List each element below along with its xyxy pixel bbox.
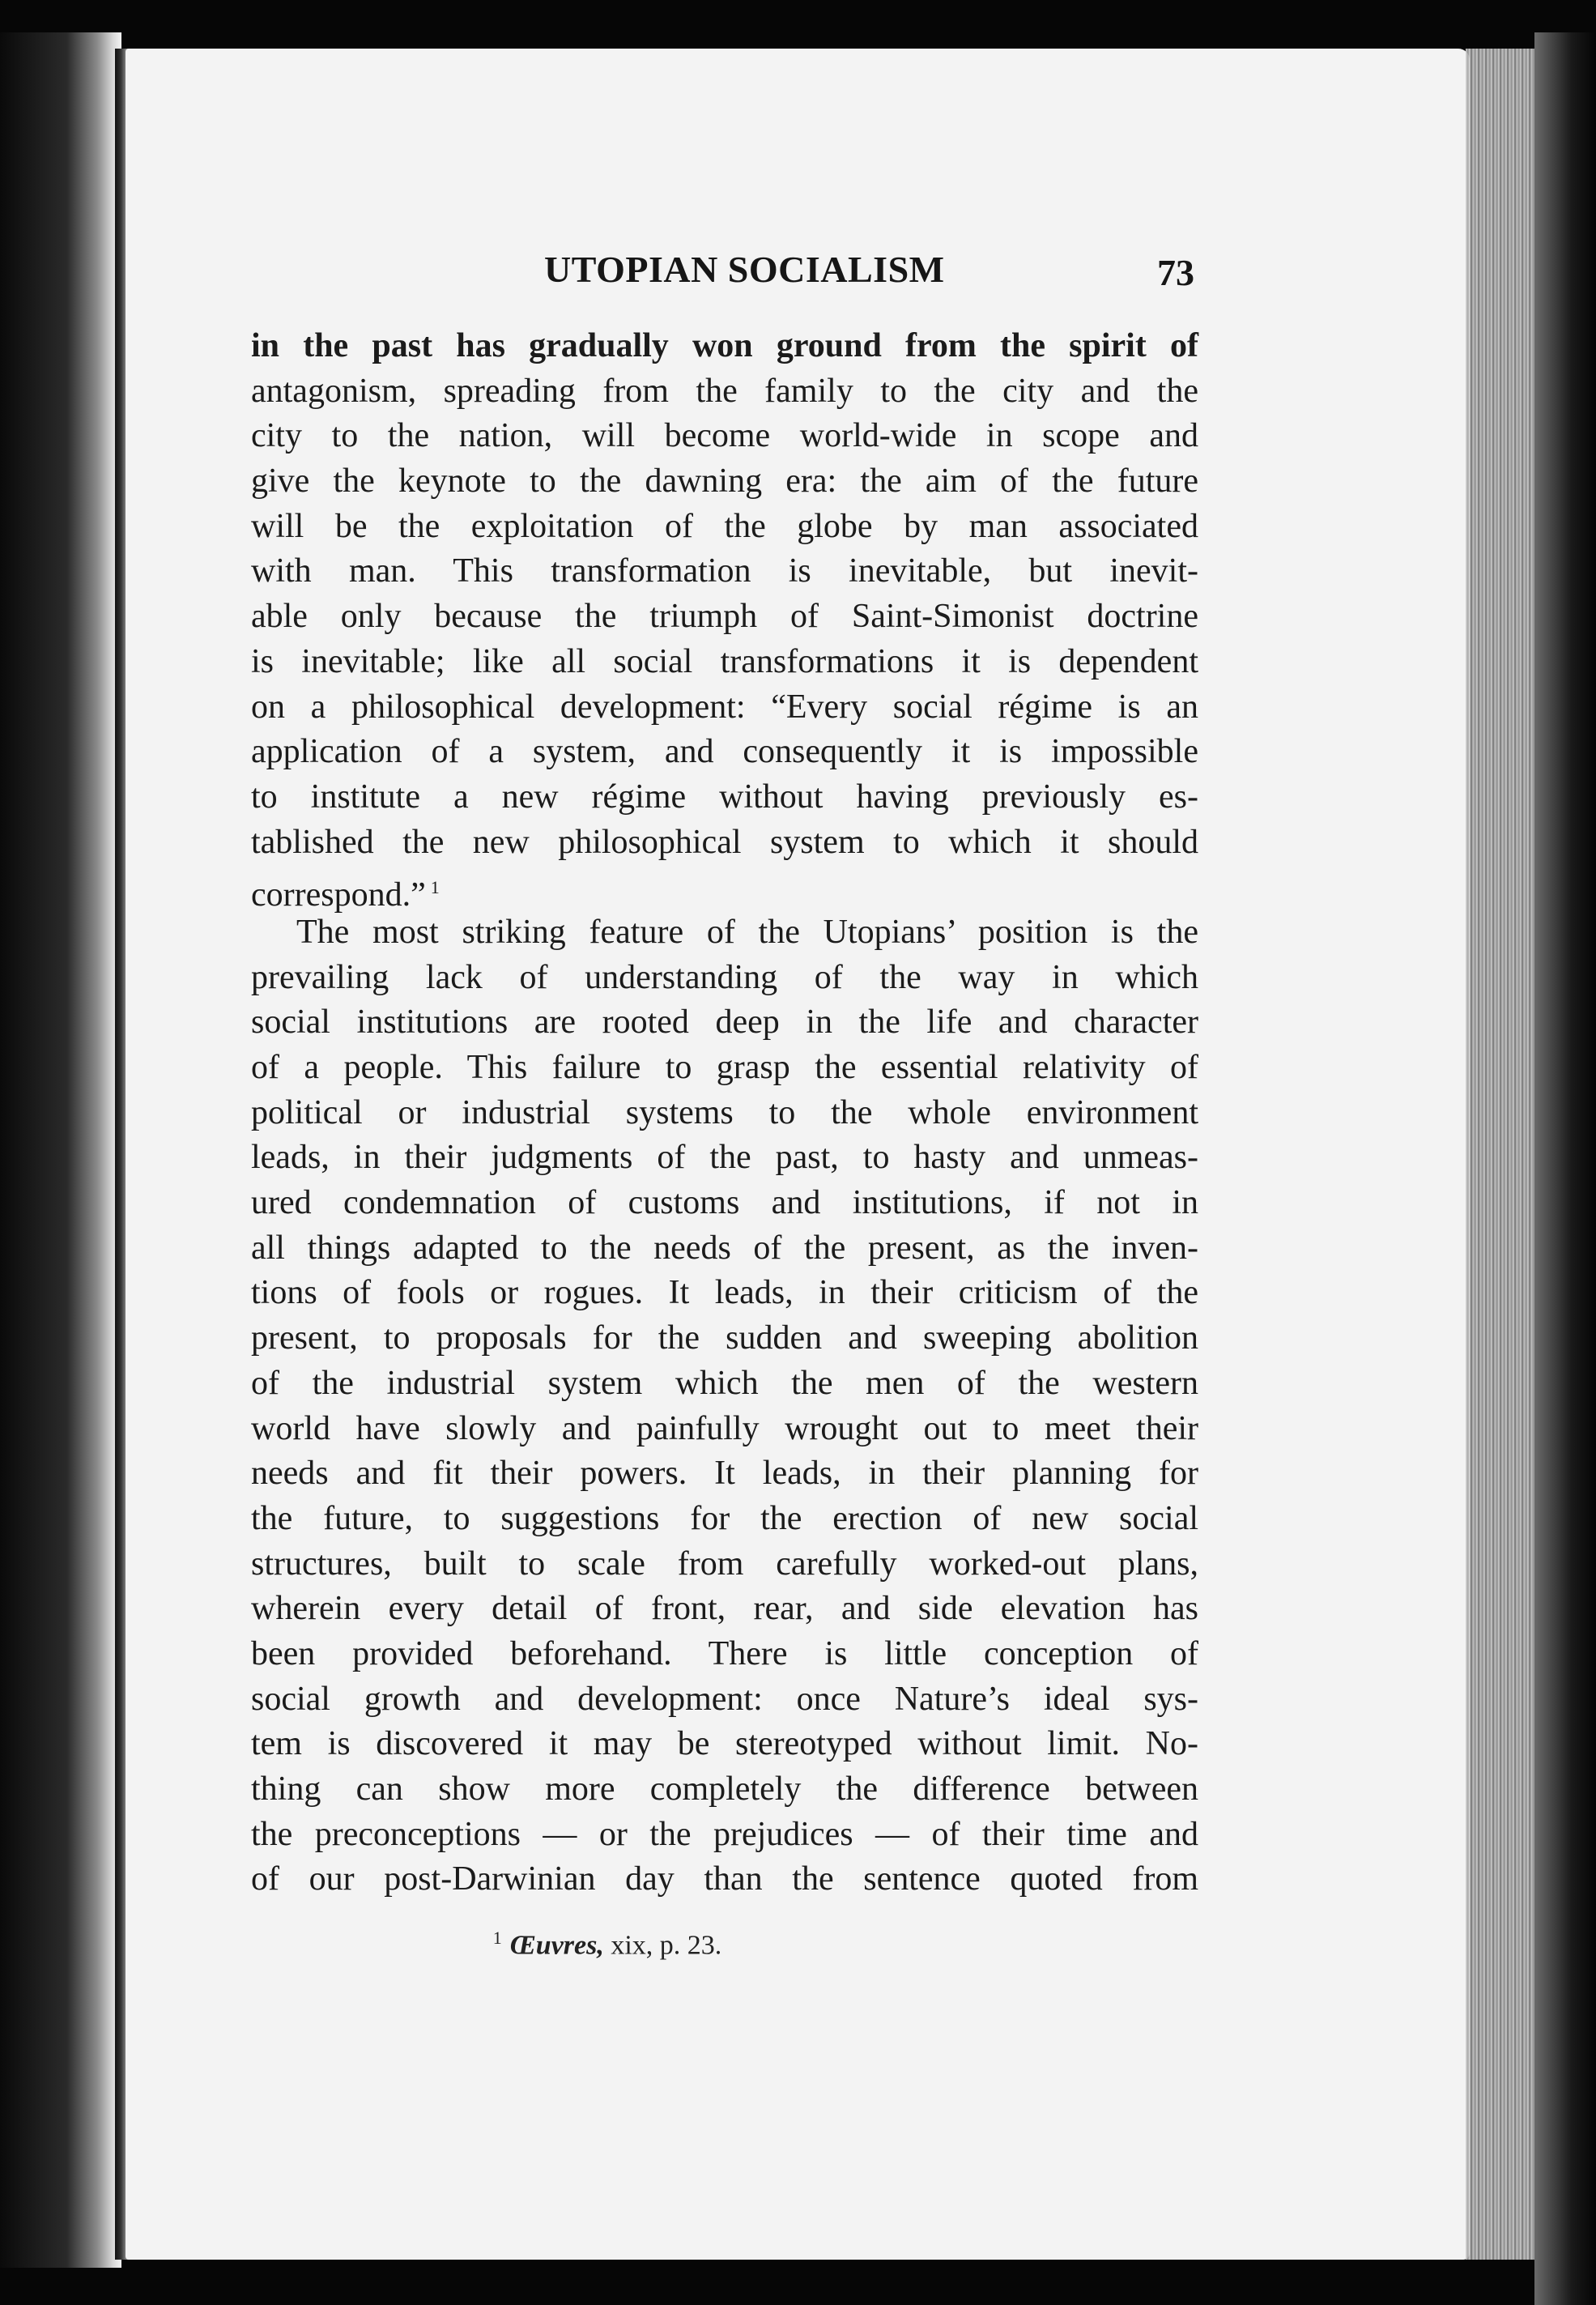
text-line: in the past has gradually won ground from the spirit of: [251, 327, 1198, 364]
footnote-title: Œuvres,: [509, 1930, 604, 1961]
page-header: [255, 243, 1194, 292]
paragraph-1: [251, 324, 1198, 914]
footnote-reference: 1: [430, 877, 440, 898]
text-line: city to the nation, will become world-wide in scope and: [251, 417, 1198, 455]
text-line: the future, to suggestions for the erection of new social: [251, 1499, 1198, 1537]
paragraph-2: [251, 910, 1198, 1902]
text-line-content: correspond.”: [251, 876, 426, 914]
text-line: on a philosophical development: “Every social régime is an: [251, 688, 1198, 726]
text-line: been provided beforehand. There is little conception of: [251, 1634, 1198, 1672]
text-line: with man. This transformation is inevitable, but inevit-: [251, 552, 1198, 590]
text-line: of the industrial system which the men of the western: [251, 1364, 1198, 1402]
text-line: world have slowly and painfully wrought out to meet their: [251, 1409, 1198, 1447]
text-line: structures, built to scale from carefully worked-out plans,: [251, 1544, 1198, 1583]
text-line: The most striking feature of the Utopians’ position is the: [296, 913, 1198, 951]
text-line: needs and fit their powers. It leads, in their planning for: [251, 1455, 1198, 1493]
footnote-citation: xix, p. 23.: [611, 1930, 722, 1961]
running-head: UTOPIAN SOCIALISM: [544, 249, 945, 290]
text-line: of a people. This failure to grasp the essential relativity of: [251, 1049, 1198, 1086]
text-line: tablished the new philosophical system to which it should: [251, 823, 1198, 861]
text-line: able only because the triumph of Saint-Simonist doctrine: [251, 598, 1198, 636]
text-line: wherein every detail of front, rear, and side elevation has: [251, 1590, 1198, 1628]
text-line: thing can show more completely the difference between: [251, 1770, 1198, 1808]
text-line: application of a system, and consequently it is impossible: [251, 733, 1198, 771]
text-line: of our post-Darwinian day than the sentence quoted from: [251, 1860, 1198, 1898]
text-line: all things adapted to the needs of the present, as the inven-: [251, 1229, 1198, 1267]
text-line: ured condemnation of customs and institutions, if not in: [251, 1184, 1198, 1222]
footnote: [0, 1928, 1595, 1961]
text-line: tions of fools or rogues. It leads, in their criticism of the: [251, 1274, 1198, 1312]
text-line: the preconceptions — or the prejudices — of their time and: [251, 1815, 1198, 1853]
text-line: give the keynote to the dawning era: the aim of the future: [251, 462, 1198, 501]
text-line: present, to proposals for the sudden and sweeping abolition: [251, 1319, 1198, 1357]
text-line-last: [251, 865, 1198, 914]
body-text: [251, 324, 1198, 1902]
text-line: prevailing lack of understanding of the way in which: [251, 958, 1198, 996]
text-line: social institutions are rooted deep in the life and character: [251, 1003, 1198, 1042]
text-line: social growth and development: once Nature’s ideal sys-: [251, 1680, 1198, 1718]
footnote-mark: 1: [492, 1928, 502, 1948]
text-line: will be the exploitation of the globe by man associated: [251, 507, 1198, 545]
footnote-content: [493, 1928, 722, 1961]
text-line: is inevitable; like all social transformations it is dependent: [251, 642, 1198, 680]
text-line: to institute a new régime without having previously es-: [251, 778, 1198, 816]
text-line: antagonism, spreading from the family to the city and the: [251, 372, 1198, 410]
text-line: tem is discovered it may be stereotyped without limit. No-: [251, 1725, 1198, 1763]
scan-right-margin: [1534, 32, 1596, 2305]
text-line: leads, in their judgments of the past, to hasty and unmeas-: [251, 1139, 1198, 1177]
text-line: political or industrial systems to the whole environment: [251, 1093, 1198, 1131]
page-number: 73: [1157, 252, 1194, 293]
